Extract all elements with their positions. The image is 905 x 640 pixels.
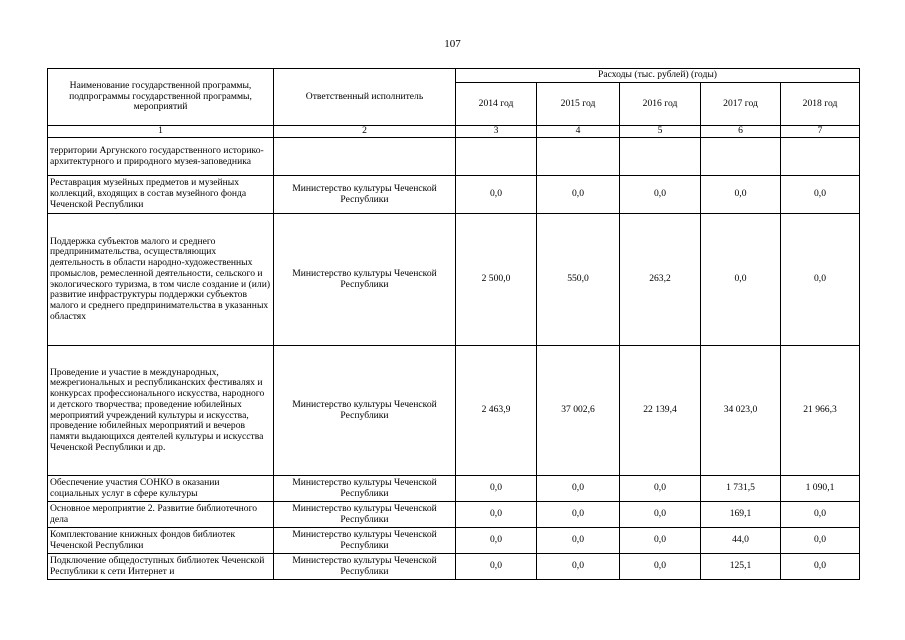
column-number: 6 [701, 126, 781, 138]
row-executor [274, 138, 456, 176]
row-value-2014: 0,0 [456, 476, 537, 502]
row-value-2017: 34 023,0 [701, 346, 781, 476]
row-value-2014: 2 463,9 [456, 346, 537, 476]
header-name-column: Наименование государственной программы, подпрограммы государственной программы, мероприятий [48, 69, 274, 126]
row-name: Проведение и участие в международных, межрегиональных и республиканских фестивалях и конкурсах профессионального искусства, народного и детского творчества; проведение юбилейных мероприятий учреждений культуры и искусства, проведение юбилейных мероприятий и вечеров памяти выдающихся деятелей культуры и искусства Чеченской Республики и др. [48, 346, 274, 476]
row-value-2018: 0,0 [781, 502, 860, 528]
column-number: 4 [537, 126, 620, 138]
row-value-2015: 37 002,6 [537, 346, 620, 476]
row-value-2015: 0,0 [537, 176, 620, 214]
budget-table [47, 68, 860, 580]
row-value-2014: 0,0 [456, 528, 537, 554]
row-value-2018: 0,0 [781, 214, 860, 346]
column-number-row [48, 126, 860, 138]
row-value-2017: 0,0 [701, 176, 781, 214]
header-year-2016: 2016 год [620, 83, 701, 126]
row-value-2015: 0,0 [537, 476, 620, 502]
row-value-2016: 0,0 [620, 502, 701, 528]
row-name: Основное мероприятие 2. Развитие библиотечного дела [48, 502, 274, 528]
row-executor: Министерство культуры Чеченской Республики [274, 502, 456, 528]
row-value-2017 [701, 138, 781, 176]
header-expenses-column: Расходы (тыс. рублей) (годы) [456, 69, 860, 83]
header-year-2014: 2014 год [456, 83, 537, 126]
row-executor: Министерство культуры Чеченской Республики [274, 346, 456, 476]
row-value-2017: 44,0 [701, 528, 781, 554]
header-year-2015: 2015 год [537, 83, 620, 126]
row-name: территории Аргунского государственного историко-архитектурного и природного музея-заповедника [48, 138, 274, 176]
row-value-2015: 0,0 [537, 502, 620, 528]
row-value-2014: 2 500,0 [456, 214, 537, 346]
row-value-2016: 22 139,4 [620, 346, 701, 476]
row-value-2015: 550,0 [537, 214, 620, 346]
row-value-2018 [781, 138, 860, 176]
row-value-2016: 0,0 [620, 176, 701, 214]
page-number: 107 [444, 38, 461, 50]
row-name: Реставрация музейных предметов и музейных коллекций, входящих в состав музейного фонда Чеченской Республики [48, 176, 274, 214]
table-row [48, 554, 860, 580]
row-value-2014: 0,0 [456, 502, 537, 528]
row-value-2014 [456, 138, 537, 176]
row-executor: Министерство культуры Чеченской Республики [274, 476, 456, 502]
row-value-2016 [620, 138, 701, 176]
header-year-2018: 2018 год [781, 83, 860, 126]
row-value-2017: 125,1 [701, 554, 781, 580]
row-value-2015 [537, 138, 620, 176]
row-executor: Министерство культуры Чеченской Республики [274, 214, 456, 346]
row-value-2014: 0,0 [456, 176, 537, 214]
row-value-2017: 1 731,5 [701, 476, 781, 502]
header-executor-column: Ответственный исполнитель [274, 69, 456, 126]
row-value-2018: 21 966,3 [781, 346, 860, 476]
column-number: 5 [620, 126, 701, 138]
table-row [48, 138, 860, 176]
column-number: 7 [781, 126, 860, 138]
row-value-2016: 0,0 [620, 528, 701, 554]
row-name: Поддержка субъектов малого и среднего предпринимательства, осуществляющих деятельность в области народно-художественных промыслов, ремесленной деятельности, сельского и экологического туризма, в том числе создание и (или) развитие инфраструктуры поддержки субъектов малого и среднего предпринимательства в указанных областях [48, 214, 274, 346]
table-row [48, 476, 860, 502]
header-year-2017: 2017 год [701, 83, 781, 126]
table-row [48, 502, 860, 528]
row-value-2018: 0,0 [781, 528, 860, 554]
row-name: Подключение общедоступных библиотек Чеченской Республики к сети Интернет и [48, 554, 274, 580]
row-value-2015: 0,0 [537, 554, 620, 580]
row-value-2016: 0,0 [620, 476, 701, 502]
row-value-2016: 0,0 [620, 554, 701, 580]
row-executor: Министерство культуры Чеченской Республики [274, 554, 456, 580]
table-body [48, 138, 860, 580]
row-value-2018: 1 090,1 [781, 476, 860, 502]
row-value-2015: 0,0 [537, 528, 620, 554]
row-value-2016: 263,2 [620, 214, 701, 346]
table-row [48, 176, 860, 214]
row-name: Обеспечение участия СОНКО в оказании социальных услуг в сфере культуры [48, 476, 274, 502]
table-header [48, 69, 860, 138]
row-value-2017: 169,1 [701, 502, 781, 528]
row-executor: Министерство культуры Чеченской Республики [274, 528, 456, 554]
table-row [48, 528, 860, 554]
column-number: 1 [48, 126, 274, 138]
row-value-2014: 0,0 [456, 554, 537, 580]
table-row [48, 346, 860, 476]
row-name: Комплектование книжных фондов библиотек Чеченской Республики [48, 528, 274, 554]
column-number: 3 [456, 126, 537, 138]
row-value-2017: 0,0 [701, 214, 781, 346]
row-value-2018: 0,0 [781, 176, 860, 214]
column-number: 2 [274, 126, 456, 138]
row-value-2018: 0,0 [781, 554, 860, 580]
table-row [48, 214, 860, 346]
row-executor: Министерство культуры Чеченской Республики [274, 176, 456, 214]
